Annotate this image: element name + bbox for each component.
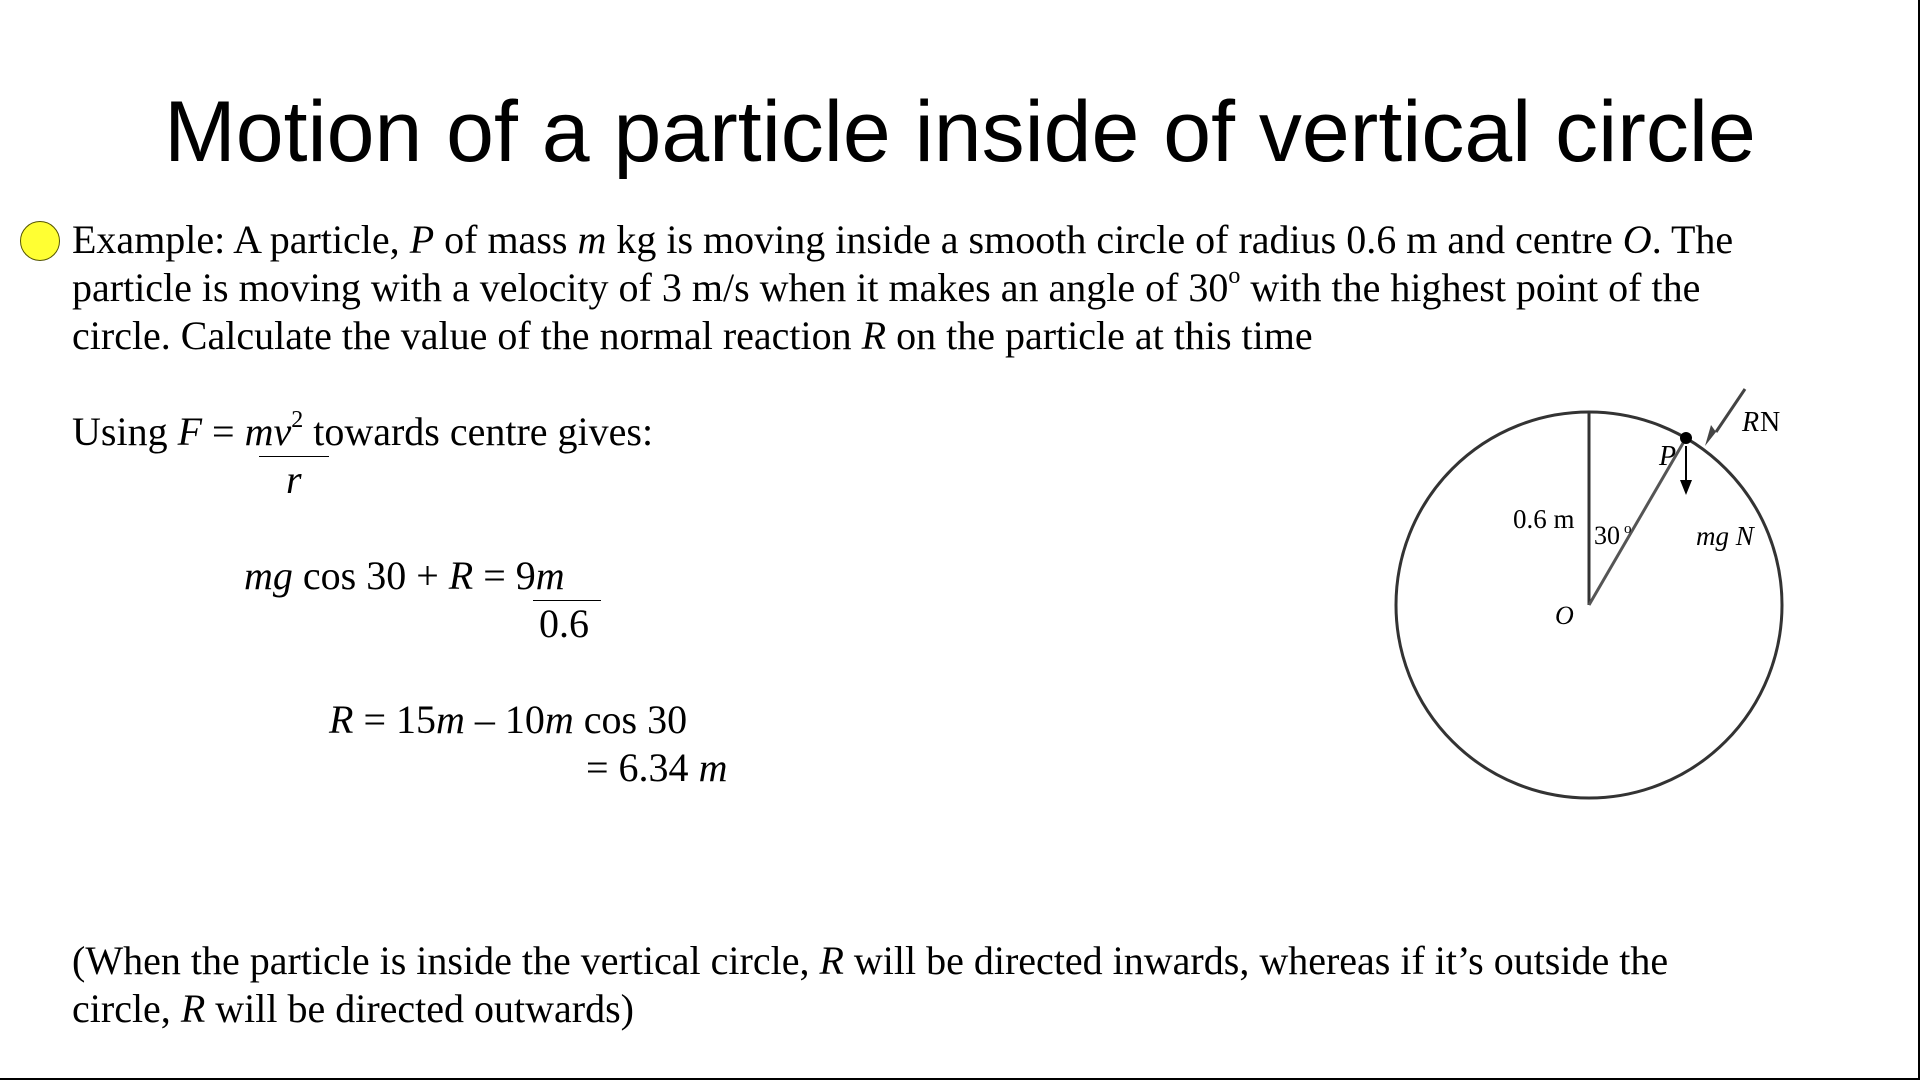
label-radius: 0.6 m	[1513, 504, 1575, 534]
label-mg: mg N	[1696, 521, 1754, 551]
note-text	[72, 937, 1668, 1033]
equation-3: = 6.34 m	[586, 745, 728, 790]
label-R: R	[1742, 407, 1760, 438]
equation-1: mg cos 30 + R = 9m	[244, 553, 565, 598]
circle-diagram	[1380, 380, 1800, 800]
label-P: P	[1659, 441, 1677, 472]
label-N: N	[1760, 407, 1781, 438]
bullet-circle-icon	[20, 221, 60, 261]
particle-point	[1680, 432, 1692, 444]
label-angle: 30	[1594, 521, 1620, 550]
example-line-1: Example: A particle, P of mass m kg is moving inside a smooth circle of radius 0.6 m and centre O. The	[72, 217, 1734, 262]
example-line-2: particle is moving with a velocity of 3 m/s when it makes an angle of 30$^o$ with the highest point of the	[72, 263, 1701, 310]
label-angle-degree: o	[1624, 521, 1632, 537]
using-formula-line: Using $F = mv^2$ towards centre gives:	[72, 407, 654, 454]
label-O: O	[1555, 601, 1574, 630]
note-line-1: (When the particle is inside the vertical circle, R will be directed inwards, whereas if it’s outside the	[72, 938, 1669, 983]
equation-1-denominator: 0.6	[539, 601, 589, 646]
example-line-3: circle. Calculate the value of the normal reaction R on the particle at this time	[72, 313, 1313, 358]
note-line-2: circle, R will be directed outwards)	[72, 986, 634, 1031]
circle-diagram-svg	[1380, 380, 1800, 800]
weight-arrowhead	[1680, 480, 1692, 495]
normal-reaction-arrowhead	[1705, 425, 1716, 446]
slide-title: Motion of a particle inside of vertical circle	[164, 84, 1756, 180]
normal-reaction-arrow	[1716, 389, 1745, 432]
formula-denominator: r	[286, 457, 302, 502]
example-text	[72, 216, 1912, 360]
equation-2: R = 15m – 10m cos 30	[329, 697, 688, 742]
